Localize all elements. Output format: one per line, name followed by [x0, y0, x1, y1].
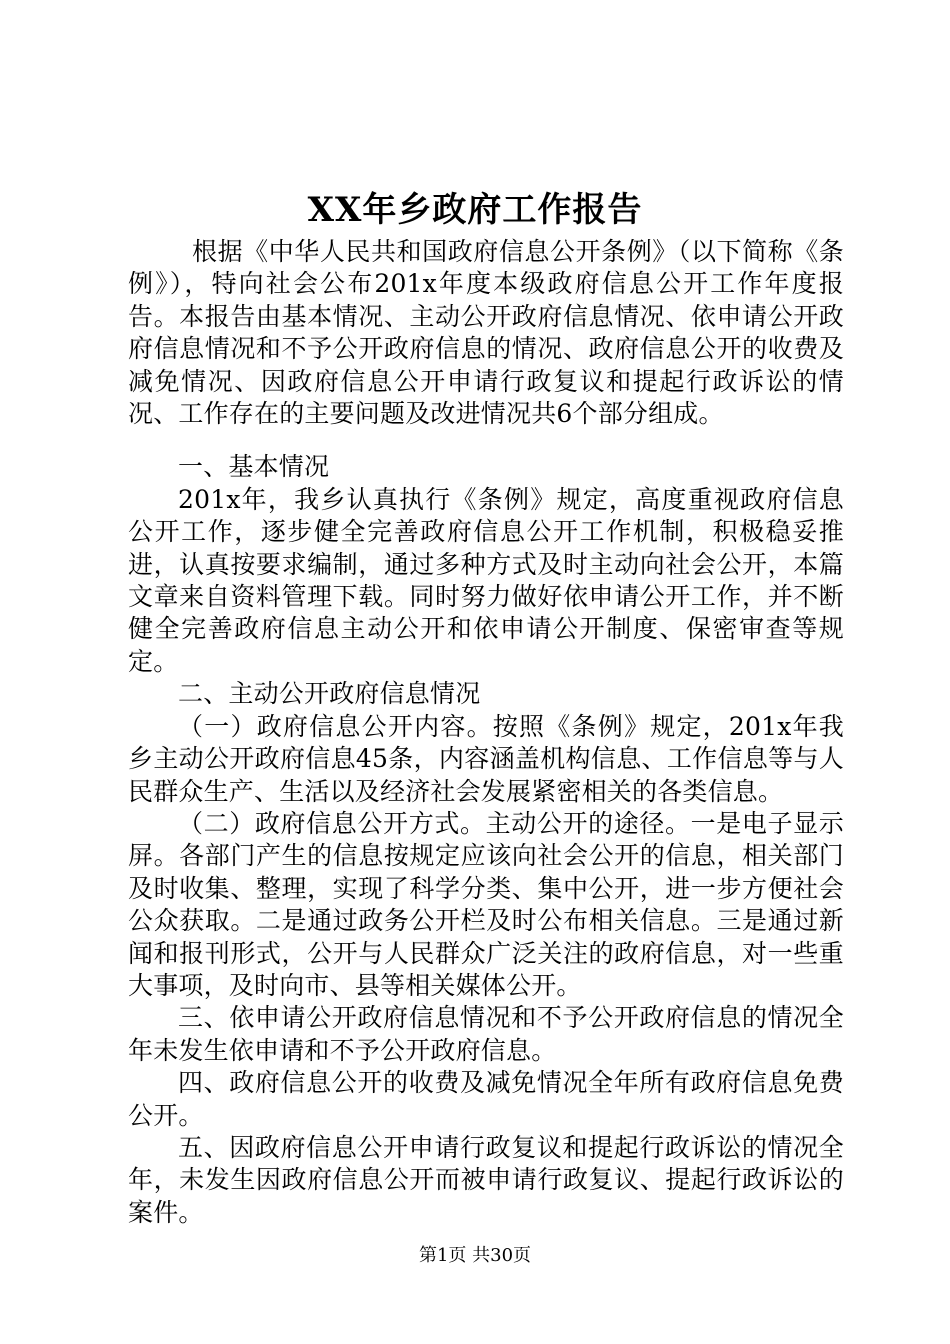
document-body: [128, 236, 844, 1229]
section-3-paragraph: 三、依申请公开政府信息情况和不予公开政府信息的情况全年未发生依申请和不予公开政府信息。: [128, 1003, 844, 1065]
section-2-heading: 二、主动公开政府信息情况: [178, 679, 481, 709]
intro-paragraph: 根据《中华人民共和国政府信息公开条例》（以下简称《条例》），特向社会公布201x年度本级政府信息公开工作年度报告。本报告由基本情况、主动公开政府信息情况、依申请公开政府信息情况和不予公开政府信息的情况、政府信息公开的收费及减免情况、因政府信息公开申请行政复议和提起行政诉讼的情况、工作存在的主要问题及改进情况共6个部分组成。: [128, 237, 844, 429]
section-1-body: 201x年，我乡认真执行《条例》规定，高度重视政府信息公开工作，逐步健全完善政府信息公开工作机制，积极稳妥推进，认真按要求编制，通过多种方式及时主动向社会公开，本篇文章来自资料管理下载。同时努力做好依申请公开工作，并不断健全完善政府信息主动公开和依申请公开制度、保密审查等规定。: [128, 484, 844, 676]
paragraph-gap: [128, 430, 844, 451]
section-5-paragraph: 五、因政府信息公开申请行政复议和提起行政诉讼的情况全年，未发生因政府信息公开而被申请行政复议、提起行政诉讼的案件。: [128, 1132, 844, 1227]
page-footer: 第1页 共30页: [418, 1245, 532, 1266]
document-title: XX年乡政府工作报告: [307, 190, 643, 230]
section-2-paragraph-2: （二）政府信息公开方式。主动公开的途径。一是电子显示屏。各部门产生的信息按规定应该向社会公开的信息，相关部门及时收集、整理，实现了科学分类、集中公开，进一步方便社会公众获取。二是通过政务公开栏及时公布相关信息。三是通过新闻和报刊形式，公开与人民群众广泛关注的政府信息，对一些重大事项，及时向市、县等相关媒体公开。: [128, 808, 844, 1000]
section-1-heading: 一、基本情况: [178, 452, 330, 482]
section-2-paragraph-1: （一）政府信息公开内容。按照《条例》规定，201x年我乡主动公开政府信息45条，内容涵盖机构信息、工作信息等与人民群众生产、生活以及经济社会发展紧密相关的各类信息。: [128, 711, 844, 806]
section-4-paragraph: 四、政府信息公开的收费及减免情况全年所有政府信息免费公开。: [128, 1068, 844, 1130]
